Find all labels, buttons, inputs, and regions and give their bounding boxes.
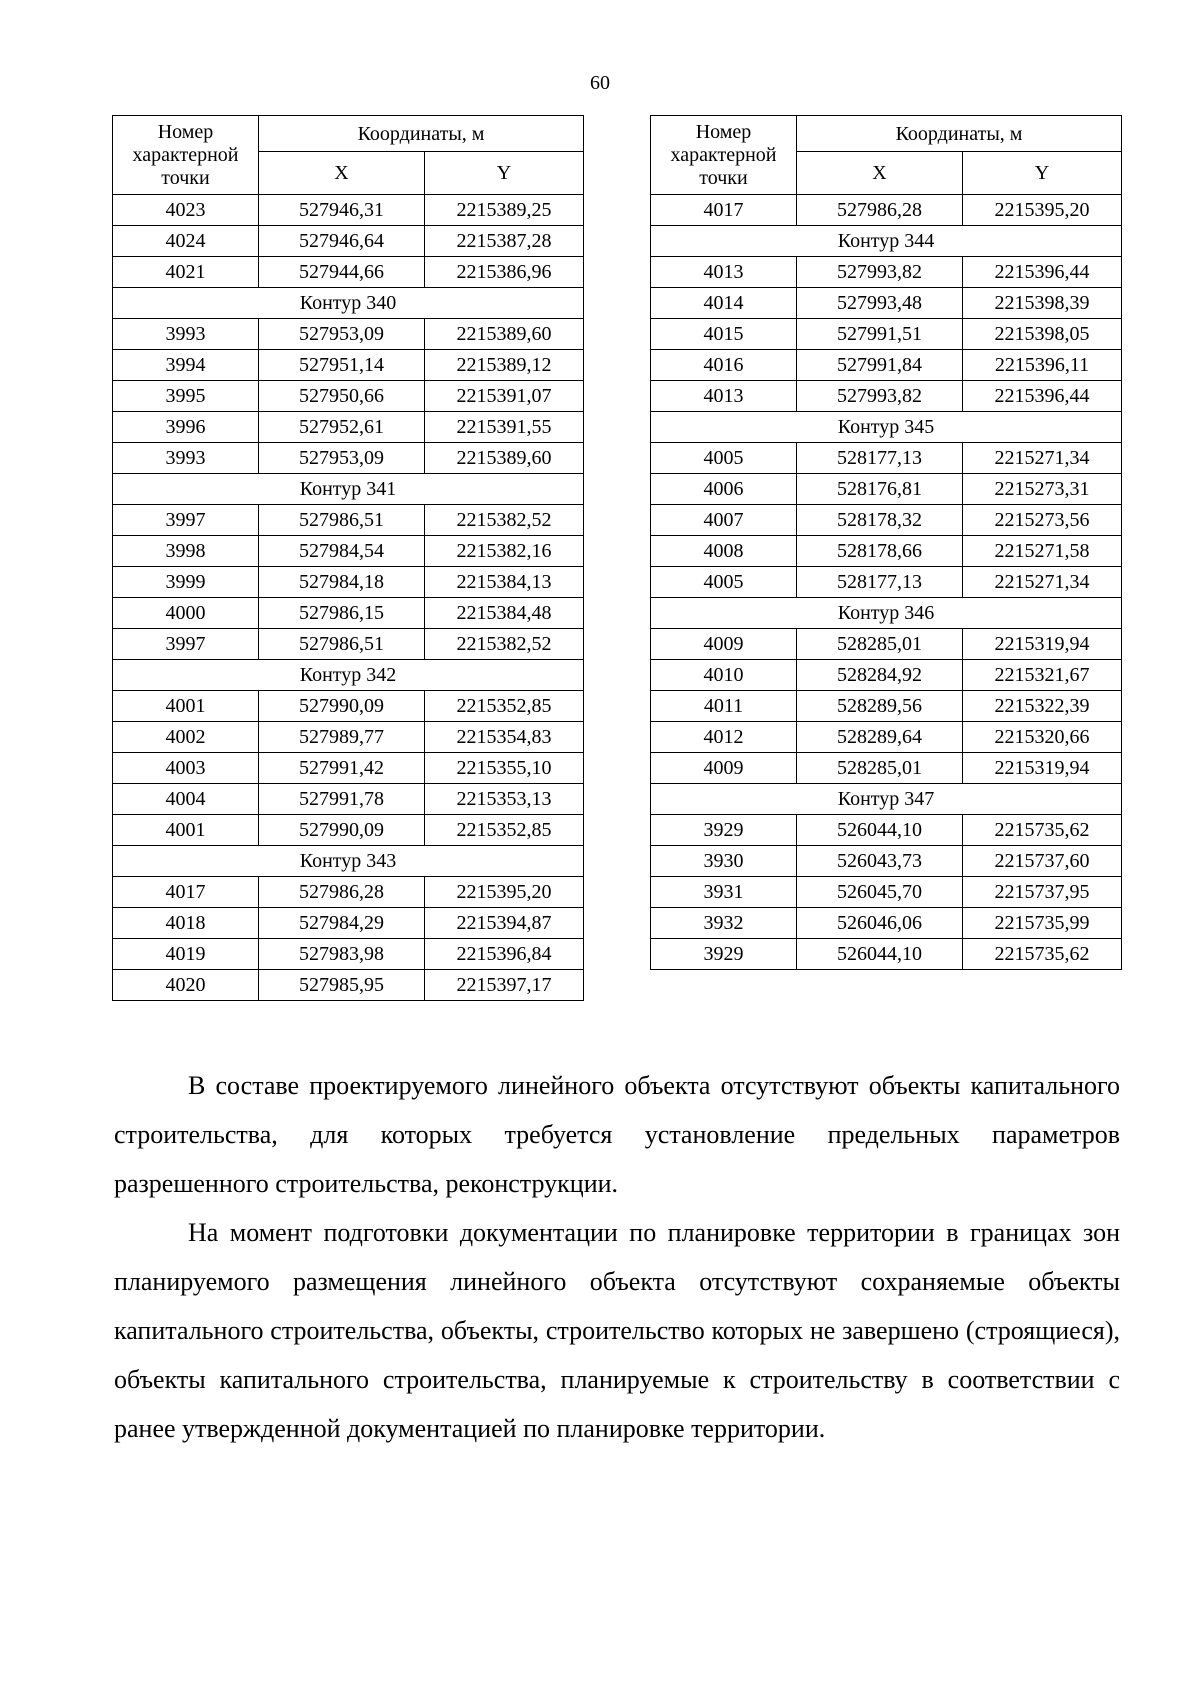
contour-row <box>651 598 1122 629</box>
contour-row <box>651 784 1122 815</box>
table-row <box>651 536 1122 567</box>
x-coordinate-cell: 527991,84 <box>797 350 963 381</box>
contour-row <box>113 846 584 877</box>
x-coordinate-cell: 527951,14 <box>259 350 425 381</box>
x-coordinate-cell: 526046,06 <box>797 908 963 939</box>
y-coordinate-cell: 2215735,62 <box>963 815 1122 846</box>
x-coordinate-cell: 527953,09 <box>259 443 425 474</box>
y-coordinate-cell: 2215382,52 <box>425 505 584 536</box>
y-coordinate-cell: 2215398,05 <box>963 319 1122 350</box>
table-row <box>113 350 584 381</box>
table-row <box>651 877 1122 908</box>
x-coordinate-cell: 527986,51 <box>259 629 425 660</box>
x-coordinate-cell: 527946,31 <box>259 195 425 226</box>
table-row <box>113 908 584 939</box>
point-number-cell: 4017 <box>651 195 797 226</box>
y-coordinate-cell: 2215321,67 <box>963 660 1122 691</box>
point-number-cell: 3932 <box>651 908 797 939</box>
point-number-cell: 3995 <box>113 381 259 412</box>
table-row <box>113 598 584 629</box>
table-row <box>113 567 584 598</box>
contour-label: Контур 343 <box>113 846 584 877</box>
x-coordinate-cell: 527986,28 <box>259 877 425 908</box>
y-coordinate-cell: 2215394,87 <box>425 908 584 939</box>
table-row <box>113 970 584 1001</box>
point-number-cell: 3929 <box>651 815 797 846</box>
x-coordinate-cell: 526044,10 <box>797 939 963 970</box>
point-number-cell: 3994 <box>113 350 259 381</box>
contour-label: Контур 340 <box>113 288 584 319</box>
body-text <box>114 1061 1120 1453</box>
contour-row <box>113 474 584 505</box>
table-row <box>113 536 584 567</box>
y-coordinate-cell: 2215354,83 <box>425 722 584 753</box>
contour-label: Контур 342 <box>113 660 584 691</box>
table-row <box>113 815 584 846</box>
table-row <box>651 474 1122 505</box>
x-coordinate-cell: 527986,51 <box>259 505 425 536</box>
x-coordinate-cell: 528177,13 <box>797 443 963 474</box>
contour-row <box>651 226 1122 257</box>
x-coordinate-cell: 528178,32 <box>797 505 963 536</box>
y-coordinate-cell: 2215396,44 <box>963 257 1122 288</box>
y-coordinate-cell: 2215271,58 <box>963 536 1122 567</box>
x-coordinate-cell: 527984,54 <box>259 536 425 567</box>
table-row <box>113 629 584 660</box>
x-coordinate-cell: 527984,18 <box>259 567 425 598</box>
y-coordinate-cell: 2215396,84 <box>425 939 584 970</box>
x-coordinate-cell: 527985,95 <box>259 970 425 1001</box>
table-row <box>651 691 1122 722</box>
table-row <box>113 877 584 908</box>
table-row <box>113 412 584 443</box>
table-body-right <box>651 195 1122 970</box>
contour-label: Контур 341 <box>113 474 584 505</box>
point-number-cell: 4024 <box>113 226 259 257</box>
table-row <box>113 939 584 970</box>
contour-label: Контур 347 <box>651 784 1122 815</box>
x-coordinate-cell: 527984,29 <box>259 908 425 939</box>
x-coordinate-cell: 527990,09 <box>259 815 425 846</box>
point-number-cell: 3997 <box>113 629 259 660</box>
header-coordinates: Координаты, м <box>797 116 1122 152</box>
y-coordinate-cell: 2215735,99 <box>963 908 1122 939</box>
table-row <box>113 505 584 536</box>
table-row <box>651 257 1122 288</box>
point-number-cell: 3993 <box>113 319 259 350</box>
header-coordinates: Координаты, м <box>259 116 584 152</box>
y-coordinate-cell: 2215395,20 <box>425 877 584 908</box>
point-number-cell: 4013 <box>651 257 797 288</box>
table-row <box>113 691 584 722</box>
point-number-cell: 3999 <box>113 567 259 598</box>
point-number-cell: 4018 <box>113 908 259 939</box>
y-coordinate-cell: 2215737,60 <box>963 846 1122 877</box>
x-coordinate-cell: 526045,70 <box>797 877 963 908</box>
y-coordinate-cell: 2215320,66 <box>963 722 1122 753</box>
x-coordinate-cell: 527993,48 <box>797 288 963 319</box>
y-coordinate-cell: 2215389,60 <box>425 319 584 350</box>
x-coordinate-cell: 527993,82 <box>797 257 963 288</box>
table-row <box>651 288 1122 319</box>
y-coordinate-cell: 2215389,25 <box>425 195 584 226</box>
x-coordinate-cell: 527952,61 <box>259 412 425 443</box>
table-row <box>651 381 1122 412</box>
point-number-cell: 4005 <box>651 443 797 474</box>
point-number-cell: 4009 <box>651 753 797 784</box>
table-row <box>651 195 1122 226</box>
x-coordinate-cell: 528285,01 <box>797 629 963 660</box>
table-row <box>651 567 1122 598</box>
point-number-cell: 3931 <box>651 877 797 908</box>
point-number-cell: 3998 <box>113 536 259 567</box>
table-row <box>113 381 584 412</box>
point-number-cell: 4002 <box>113 722 259 753</box>
header-x: X <box>259 152 425 195</box>
x-coordinate-cell: 526043,73 <box>797 846 963 877</box>
x-coordinate-cell: 527944,66 <box>259 257 425 288</box>
header-x: X <box>797 152 963 195</box>
x-coordinate-cell: 527953,09 <box>259 319 425 350</box>
x-coordinate-cell: 527991,78 <box>259 784 425 815</box>
point-number-cell: 4006 <box>651 474 797 505</box>
table-row <box>651 939 1122 970</box>
y-coordinate-cell: 2215735,62 <box>963 939 1122 970</box>
header-y: Y <box>425 152 584 195</box>
coordinates-table-left <box>112 115 584 1001</box>
x-coordinate-cell: 526044,10 <box>797 815 963 846</box>
y-coordinate-cell: 2215384,48 <box>425 598 584 629</box>
point-number-cell: 4014 <box>651 288 797 319</box>
y-coordinate-cell: 2215396,11 <box>963 350 1122 381</box>
point-number-cell: 4016 <box>651 350 797 381</box>
x-coordinate-cell: 527950,66 <box>259 381 425 412</box>
y-coordinate-cell: 2215353,13 <box>425 784 584 815</box>
coordinates-table-right <box>650 115 1122 970</box>
y-coordinate-cell: 2215271,34 <box>963 443 1122 474</box>
x-coordinate-cell: 528178,66 <box>797 536 963 567</box>
table-row <box>651 660 1122 691</box>
y-coordinate-cell: 2215395,20 <box>963 195 1122 226</box>
y-coordinate-cell: 2215273,56 <box>963 505 1122 536</box>
y-coordinate-cell: 2215382,52 <box>425 629 584 660</box>
y-coordinate-cell: 2215737,95 <box>963 877 1122 908</box>
point-number-cell: 4012 <box>651 722 797 753</box>
point-number-cell: 4015 <box>651 319 797 350</box>
x-coordinate-cell: 527986,15 <box>259 598 425 629</box>
point-number-cell: 4007 <box>651 505 797 536</box>
table-row <box>651 443 1122 474</box>
y-coordinate-cell: 2215387,28 <box>425 226 584 257</box>
y-coordinate-cell: 2215273,31 <box>963 474 1122 505</box>
table-row <box>113 226 584 257</box>
y-coordinate-cell: 2215355,10 <box>425 753 584 784</box>
table-row <box>651 722 1122 753</box>
table-row <box>651 505 1122 536</box>
point-number-cell: 4009 <box>651 629 797 660</box>
y-coordinate-cell: 2215271,34 <box>963 567 1122 598</box>
point-number-cell: 4020 <box>113 970 259 1001</box>
page-number: 60 <box>590 72 610 94</box>
table-row <box>651 319 1122 350</box>
x-coordinate-cell: 528177,13 <box>797 567 963 598</box>
point-number-cell: 4010 <box>651 660 797 691</box>
table-row <box>113 257 584 288</box>
table-row <box>113 722 584 753</box>
point-number-cell: 4004 <box>113 784 259 815</box>
y-coordinate-cell: 2215398,39 <box>963 288 1122 319</box>
table-row <box>113 443 584 474</box>
point-number-cell: 4008 <box>651 536 797 567</box>
point-number-cell: 3929 <box>651 939 797 970</box>
x-coordinate-cell: 527946,64 <box>259 226 425 257</box>
y-coordinate-cell: 2215396,44 <box>963 381 1122 412</box>
table-row <box>651 753 1122 784</box>
table-row <box>651 350 1122 381</box>
point-number-cell: 3930 <box>651 846 797 877</box>
table-row <box>651 908 1122 939</box>
x-coordinate-cell: 527991,51 <box>797 319 963 350</box>
point-number-cell: 4003 <box>113 753 259 784</box>
x-coordinate-cell: 527993,82 <box>797 381 963 412</box>
x-coordinate-cell: 528289,64 <box>797 722 963 753</box>
point-number-cell: 4001 <box>113 815 259 846</box>
contour-row <box>113 288 584 319</box>
header-point-number: Номер характерной точки <box>651 116 797 195</box>
y-coordinate-cell: 2215384,13 <box>425 567 584 598</box>
x-coordinate-cell: 527991,42 <box>259 753 425 784</box>
table-row <box>113 195 584 226</box>
y-coordinate-cell: 2215389,12 <box>425 350 584 381</box>
table-row <box>651 629 1122 660</box>
x-coordinate-cell: 528284,92 <box>797 660 963 691</box>
point-number-cell: 4013 <box>651 381 797 412</box>
y-coordinate-cell: 2215391,55 <box>425 412 584 443</box>
x-coordinate-cell: 528176,81 <box>797 474 963 505</box>
contour-row <box>651 412 1122 443</box>
paragraph-2: На момент подготовки документации по планировке территории в границах зон планируемого размещения линейного объекта отсутствуют сохраняемые объекты капитального строительства, объекты, строительство которых не завершено (строящиеся), объекты капитального строительства, планируемые к строительству в соответствии с ранее утвержденной документацией по планировке территории. <box>114 1218 1120 1443</box>
x-coordinate-cell: 527989,77 <box>259 722 425 753</box>
point-number-cell: 4021 <box>113 257 259 288</box>
x-coordinate-cell: 528285,01 <box>797 753 963 784</box>
point-number-cell: 3997 <box>113 505 259 536</box>
y-coordinate-cell: 2215319,94 <box>963 753 1122 784</box>
table-row <box>651 815 1122 846</box>
point-number-cell: 4019 <box>113 939 259 970</box>
point-number-cell: 3993 <box>113 443 259 474</box>
contour-row <box>113 660 584 691</box>
point-number-cell: 4011 <box>651 691 797 722</box>
y-coordinate-cell: 2215391,07 <box>425 381 584 412</box>
x-coordinate-cell: 527990,09 <box>259 691 425 722</box>
contour-label: Контур 345 <box>651 412 1122 443</box>
y-coordinate-cell: 2215352,85 <box>425 815 584 846</box>
point-number-cell: 4005 <box>651 567 797 598</box>
point-number-cell: 4023 <box>113 195 259 226</box>
x-coordinate-cell: 527986,28 <box>797 195 963 226</box>
point-number-cell: 4001 <box>113 691 259 722</box>
header-y: Y <box>963 152 1122 195</box>
table-row <box>113 319 584 350</box>
header-point-number: Номер характерной точки <box>113 116 259 195</box>
x-coordinate-cell: 527983,98 <box>259 939 425 970</box>
contour-label: Контур 346 <box>651 598 1122 629</box>
point-number-cell: 4000 <box>113 598 259 629</box>
y-coordinate-cell: 2215382,16 <box>425 536 584 567</box>
table-row <box>651 846 1122 877</box>
y-coordinate-cell: 2215389,60 <box>425 443 584 474</box>
table-row <box>113 784 584 815</box>
table-row <box>113 753 584 784</box>
y-coordinate-cell: 2215397,17 <box>425 970 584 1001</box>
x-coordinate-cell: 528289,56 <box>797 691 963 722</box>
y-coordinate-cell: 2215322,39 <box>963 691 1122 722</box>
y-coordinate-cell: 2215386,96 <box>425 257 584 288</box>
table-body-left <box>113 195 584 1001</box>
point-number-cell: 3996 <box>113 412 259 443</box>
y-coordinate-cell: 2215352,85 <box>425 691 584 722</box>
y-coordinate-cell: 2215319,94 <box>963 629 1122 660</box>
point-number-cell: 4017 <box>113 877 259 908</box>
paragraph-1: В составе проектируемого линейного объекта отсутствуют объекты капитального строительства, для которых требуется установление предельных параметров разрешенного строительства, реконструкции. <box>114 1071 1120 1198</box>
contour-label: Контур 344 <box>651 226 1122 257</box>
